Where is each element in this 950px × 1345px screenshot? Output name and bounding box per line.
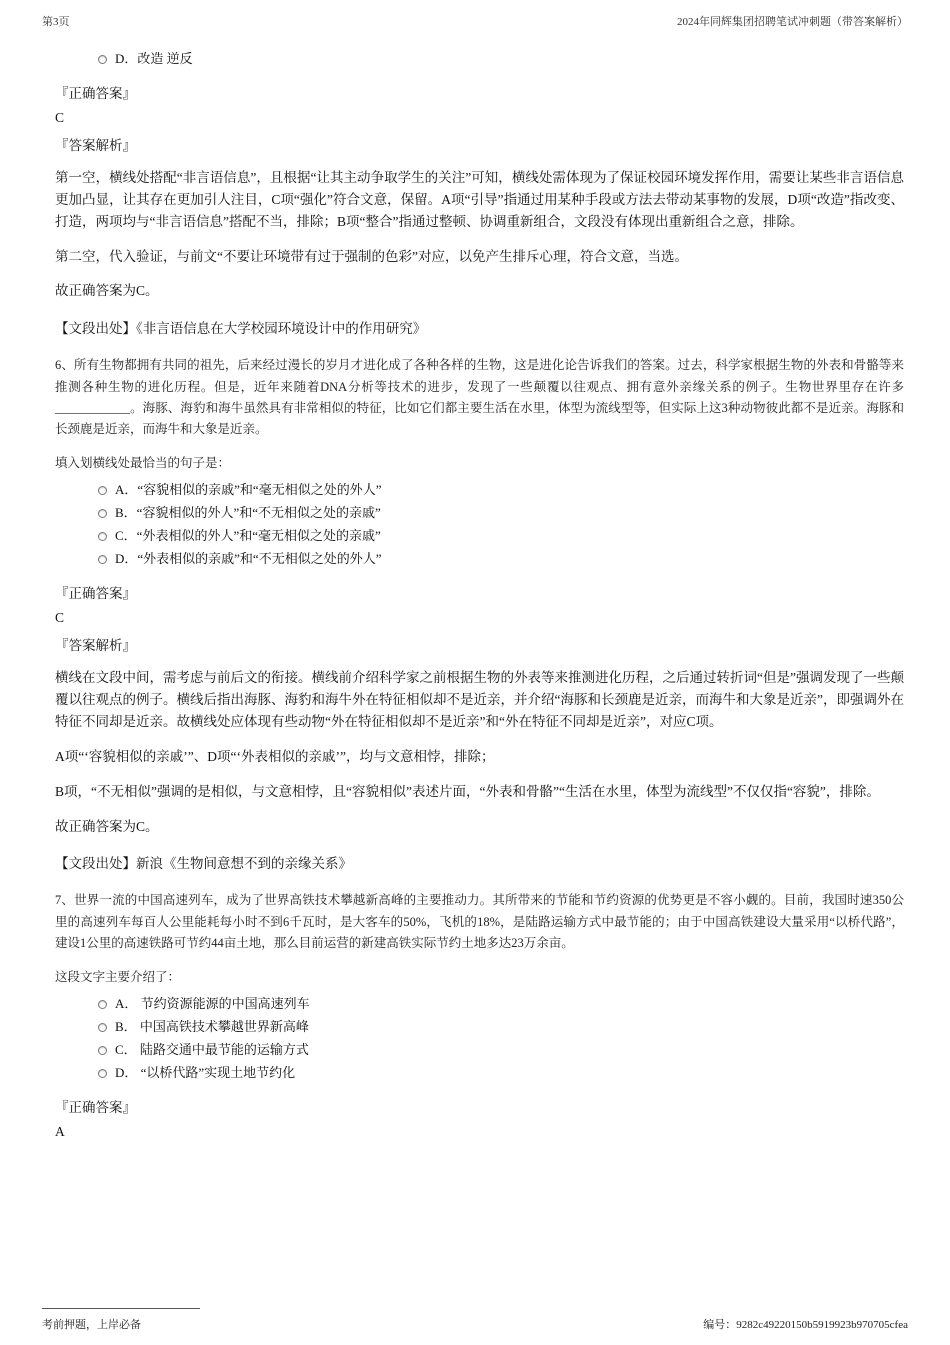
option-row-d[interactable] — [98, 550, 904, 568]
analysis-conclusion: 故正确答案为C。 — [55, 283, 159, 299]
option-label: D． “以桥代路”实现土地节约化 — [115, 1065, 296, 1081]
option-label: C．“外表相似的外人”和“毫无相似之处的亲戚” — [115, 528, 381, 544]
radio-icon[interactable] — [98, 1046, 107, 1055]
footer-slogan: 考前押题，上岸必备 — [42, 1319, 141, 1331]
document-id: 编号：9282c49220150b5919923b970705cfea — [703, 1319, 908, 1331]
document-content — [0, 29, 950, 1140]
question-stem: 7、世界一流的中国高速列车，成为了世界高铁技术攀越新高峰的主要推动力。其所带来的节能和节约资源的优势更是不容小觑的。目前，我国时速350公里的高速列车每百人公里能耗每小时不到6千瓦时，是大客车的50%，飞机的18%，是陆路运输方式中最节能的；由于中国高铁建设大量采用“以桥代路”，建设1公里的高速铁路可节约44亩土地，那么目前运营的新建高铁实际节约土地多达23万余亩。 — [55, 893, 904, 950]
question-stem: 6、所有生物都拥有共同的祖先，后来经过漫长的岁月才进化成了各种各样的生物，这是进化论告诉我们的答案。过去，科学家根据生物的外表和骨骼等来推测各种生物的进化历程。但是，近年来随着DNA分析等技术的进步，发现了一些颠覆以往观点、拥有意外亲缘关系的例子。生物世界里存在许多____________。海豚、海豹和海牛虽然具有非常相似的特征，比如它们都主要生活在水里，体型为流线型等，但实际上这3种动物彼此都不是近亲。海豚和长颈鹿是近亲，而海牛和大象是近亲。 — [55, 358, 904, 437]
document-title: 2024年同辉集团招聘笔试冲刺题（带答案解析） — [677, 16, 908, 28]
option-row-a[interactable] — [98, 481, 904, 499]
correct-answer-value: A — [55, 1124, 65, 1140]
option-row-c[interactable] — [98, 1041, 904, 1059]
analysis-paragraph: B项，“不无相似”强调的是相似，与文意相悖，且“容貌相似”表述片面，“外表和骨骼”“生活在水里，体型为流线型”不仅仅指“容貌”，排除。 — [55, 783, 880, 799]
option-label: A．“容貌相似的亲戚”和“毫无相似之处的外人” — [115, 482, 382, 498]
correct-answer-value: C — [55, 110, 65, 125]
option-row-d[interactable] — [98, 1064, 904, 1082]
radio-icon[interactable] — [98, 532, 107, 541]
analysis-paragraph: 第二空，代入验证，与前文“不要让环境带有过于强制的色彩”对应，以免产生排斥心理，符合文意，当选。 — [55, 248, 688, 264]
radio-icon[interactable] — [98, 1000, 107, 1009]
option-label: A． 节约资源能源的中国高速列车 — [115, 996, 310, 1012]
analysis-label: 『答案解析』 — [55, 638, 136, 654]
option-row-a[interactable] — [98, 995, 904, 1013]
footer-separator — [42, 1308, 200, 1309]
question-prompt: 这段文字主要介绍了： — [55, 970, 181, 985]
option-label: D．改造 逆反 — [115, 51, 193, 66]
analysis-paragraph: A项“‘容貌相似的亲戚’”、D项“‘外表相似的亲戚’”，均与文意相悖，排除； — [55, 748, 495, 764]
radio-icon[interactable] — [98, 55, 107, 64]
question-prompt: 填入划横线处最恰当的句子是： — [55, 456, 231, 471]
option-label: C． 陆路交通中最节能的运输方式 — [115, 1042, 309, 1058]
option-row-b[interactable] — [98, 1018, 904, 1036]
option-row-d[interactable] — [98, 50, 904, 68]
analysis-paragraph: 横线在文段中间，需考虑与前后文的衔接。横线前介绍科学家之前根据生物的外表等来推测进化历程，之后通过转折词“但是”强调发现了一些颠覆以往观点的例子。横线后指出海豚、海豹和海牛外在特征相似却不是近亲，并介绍“海豚和长颈鹿是近亲，而海牛和大象是近亲”，即强调外在特征不同却是近亲。故横线处应体现有些动物“外在特征相似却不是近亲”和“外在特征不同却是近亲”，对应C项。 — [55, 670, 904, 730]
analysis-label: 『答案解析』 — [55, 138, 136, 153]
analysis-paragraph: 第一空，横线处搭配“非言语信息”，且根据“让其主动争取学生的关注”可知，横线处需体现为了保证校园环境发挥作用，需要让某些非言语信息更加凸显，让其存在更加引人注目，C项“强化”符合文意，保留。A项“引导”指通过用某种手段或方法去带动某事物的发展，D项“改造”指改变、打造，两项均与“非言语信息”搭配不当，排除；B项“整合”指通过整顿、协调重新组合，文段没有体现出重新组合之意，排除。 — [55, 170, 904, 229]
radio-icon[interactable] — [98, 1069, 107, 1078]
option-label: D．“外表相似的亲戚”和“不无相似之处的外人” — [115, 551, 382, 567]
page-header — [0, 0, 950, 29]
correct-answer-value: C — [55, 610, 65, 626]
option-label: B．“容貌相似的外人”和“不无相似之处的亲戚” — [115, 505, 381, 521]
page-number: 第3页 — [42, 16, 70, 28]
option-label: B． 中国高铁技术攀越世界新高峰 — [115, 1019, 309, 1035]
correct-answer-label: 『正确答案』 — [55, 586, 136, 602]
radio-icon[interactable] — [98, 509, 107, 518]
option-row-c[interactable] — [98, 527, 904, 545]
radio-icon[interactable] — [98, 486, 107, 495]
correct-answer-label: 『正确答案』 — [55, 86, 136, 101]
source-line: 【文段出处】新浪《生物间意想不到的亲缘关系》 — [55, 856, 352, 872]
page-footer — [0, 1308, 950, 1332]
question-7-block — [55, 890, 904, 1140]
question-5-answer-block — [55, 50, 904, 337]
radio-icon[interactable] — [98, 1023, 107, 1032]
question-6-block — [55, 355, 904, 872]
correct-answer-label: 『正确答案』 — [55, 1100, 136, 1116]
source-line: 【文段出处】《非言语信息在大学校园环境设计中的作用研究》 — [55, 321, 427, 337]
option-row-b[interactable] — [98, 504, 904, 522]
radio-icon[interactable] — [98, 555, 107, 564]
analysis-conclusion: 故正确答案为C。 — [55, 818, 159, 834]
